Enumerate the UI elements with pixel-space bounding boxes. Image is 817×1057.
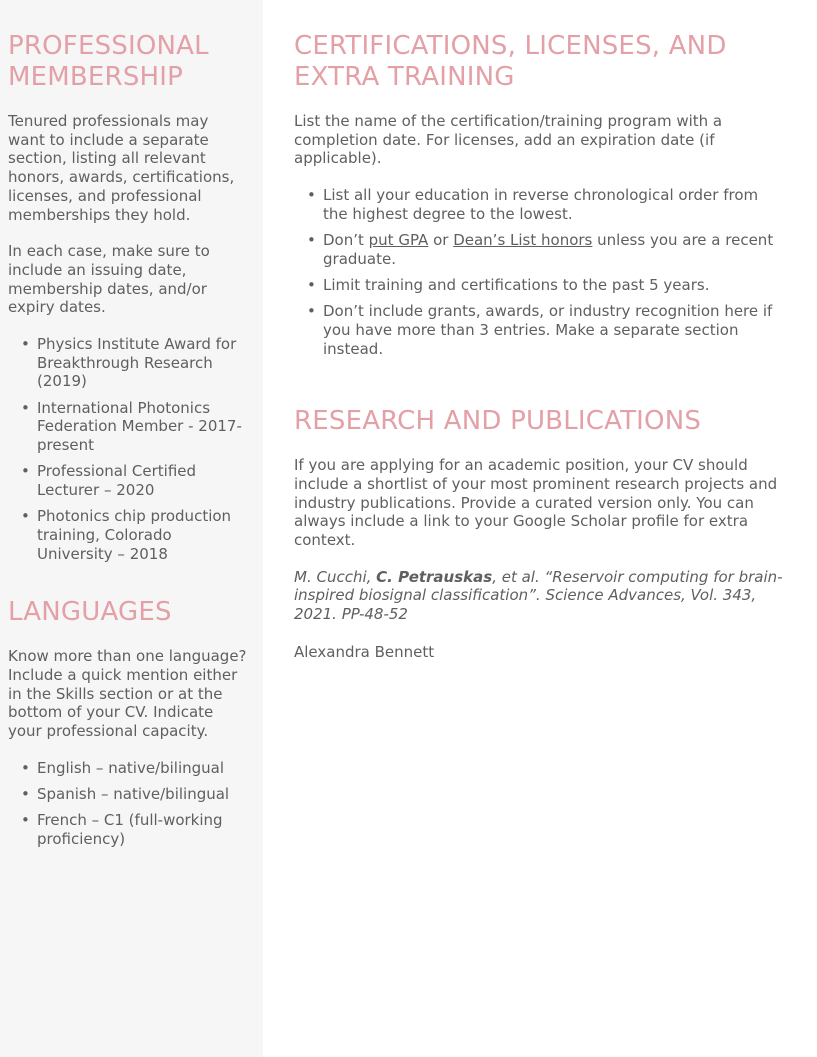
citation-authors: M. Cucchi,: [294, 567, 377, 586]
membership-paragraph-1: Tenured professionals may want to include a separate section, listing all relevant honors, awards, certifications, licenses, and professional memberships they hold.: [8, 112, 235, 224]
research-paragraph: If you are applying for an academic position, your CV should include a shortlist of your most prominent research projects and industry publications. Provide a curated version only. You can always include a link to your Google Scholar profile for extra context.: [294, 456, 778, 550]
item-text: Don’t: [323, 231, 369, 250]
main-content: [294, 0, 784, 662]
sidebar: [0, 0, 263, 1057]
membership-paragraph-2: In each case, make sure to include an issuing date, membership dates, and/or expiry dates.: [8, 242, 210, 317]
section-title-membership: PROFESSIONAL MEMBERSHIP: [8, 31, 209, 92]
certifications-list: [294, 186, 784, 358]
publication-citation: [294, 568, 784, 624]
languages-paragraph: Know more than one language? Include a quick mention either in the Skills section or at the bottom of your CV. Indicate your professional capacity.: [8, 647, 247, 741]
list-item: • International Photonics Federation Member - 2017-present: [8, 399, 247, 455]
languages-list: [8, 759, 247, 849]
section-title-certifications: CERTIFICATIONS, LICENSES, AND EXTRA TRAINING: [294, 31, 727, 92]
membership-list: [8, 335, 247, 563]
section-languages: [8, 597, 247, 848]
list-item: • Don’t include grants, awards, or industry recognition here if you have more than 3 entries. Make a separate section instead.: [294, 302, 784, 358]
item-text: or: [428, 231, 454, 250]
section-professional-membership: [8, 31, 247, 563]
list-item: • Spanish – native/bilingual: [8, 785, 247, 804]
list-item: • English – native/bilingual: [8, 759, 247, 778]
signature: Alexandra Bennett: [294, 642, 435, 661]
deans-list-link[interactable]: Dean’s List honors: [453, 231, 593, 250]
list-item: • French – C1 (full-working proficiency): [8, 811, 247, 848]
certifications-paragraph: List the name of the certification/training program with a completion date. For licenses, add an expiration date (if applicable).: [294, 112, 723, 168]
section-title-research: RESEARCH AND PUBLICATIONS: [294, 406, 702, 437]
list-item: • Professional Certified Lecturer – 2020: [8, 462, 247, 499]
list-item: • List all your education in reverse chronological order from the highest degree to the lowest.: [294, 186, 784, 223]
list-item: • Physics Institute Award for Breakthrough Research (2019): [8, 335, 247, 391]
section-certifications: [294, 31, 784, 358]
list-item: • Limit training and certifications to the past 5 years.: [294, 276, 784, 295]
list-item: • Photonics chip production training, Colorado University – 2018: [8, 507, 247, 563]
citation-highlight-author: C. Petrauskas: [376, 567, 493, 586]
citation-details: , et al. “Reservoir computing for brain-inspired biosignal classification”. Science Advances, Vol. 343, 2021. PP-48-52: [294, 567, 783, 624]
item-text: unless you are a recent graduate.: [323, 231, 774, 268]
section-title-languages: LANGUAGES: [8, 597, 172, 628]
section-research: [294, 406, 784, 661]
list-item: [294, 231, 784, 268]
put-gpa-link[interactable]: put GPA: [368, 231, 429, 250]
